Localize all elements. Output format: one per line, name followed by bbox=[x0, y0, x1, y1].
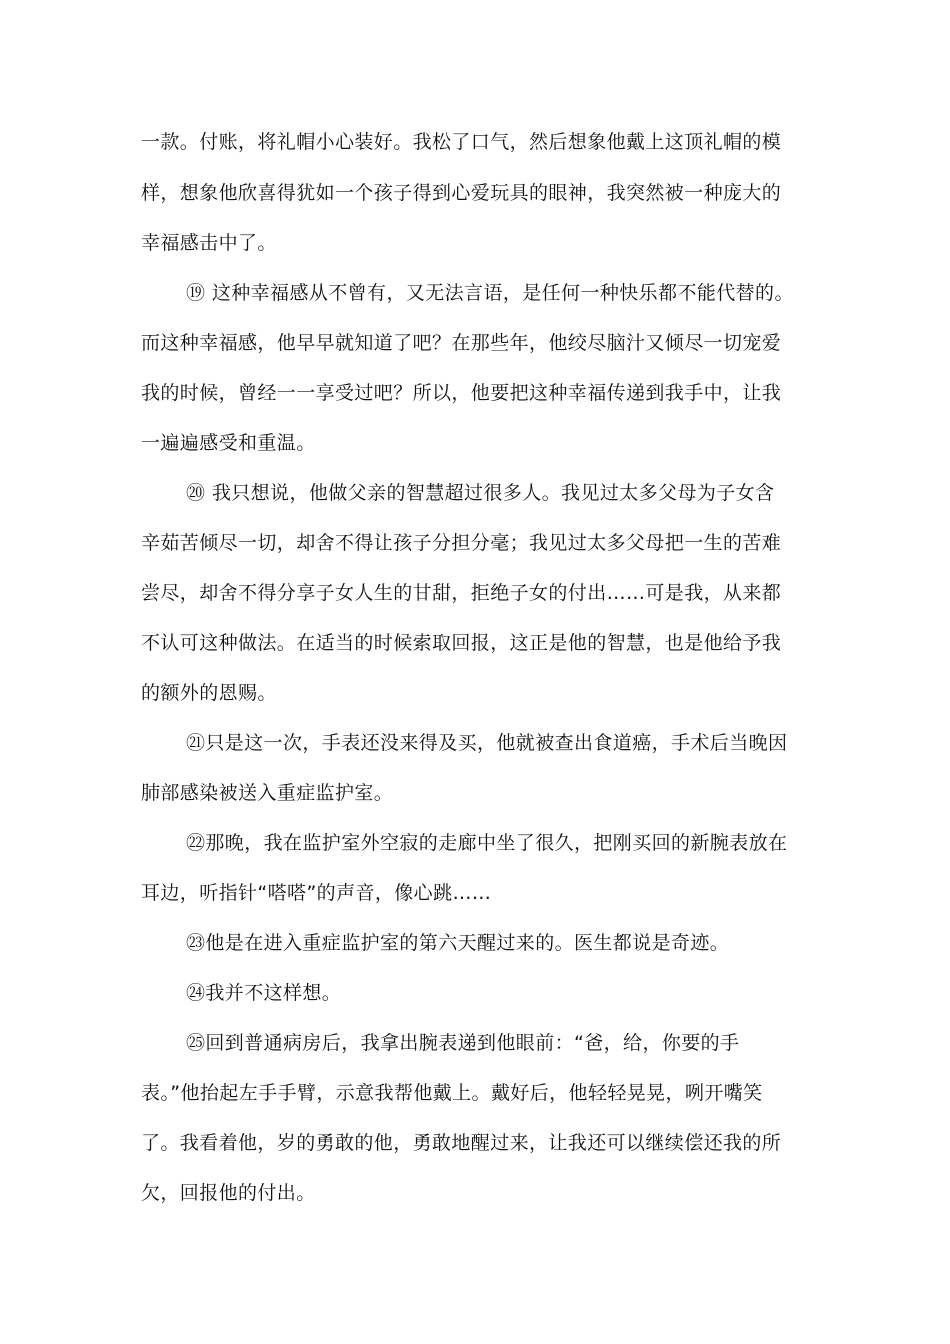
paragraph-22-start: ㉒那晚，我在监护室外空寂的走廊中坐了很久，把刚买回的新腕表放在 bbox=[186, 832, 788, 854]
text-line: 而这种幸福感，他早早就知道了吧？在那些年，他绞尽脑汁又倾尽一切宠爱 bbox=[141, 332, 782, 354]
text-line: 幸福感击中了。 bbox=[141, 232, 277, 254]
paragraph-19-start: ⑲ 这种幸福感从不曾有，又无法言语，是任何一种快乐都不能代替的。 bbox=[186, 282, 794, 304]
text-line: 样，想象他欣喜得犹如一个孩子得到心爱玩具的眼神，我突然被一种庞大的 bbox=[141, 182, 782, 204]
text-line: 辛茹苦倾尽一切，却舍不得让孩子分担分毫；我见过太多父母把一生的苦难 bbox=[141, 532, 782, 554]
paragraph-21-start: ㉑只是这一次，手表还没来得及买，他就被查出食道癌，手术后当晚因 bbox=[186, 732, 788, 754]
text-line: 不认可这种做法。在适当的时候索取回报，这正是他的智慧，也是他给予我 bbox=[141, 632, 782, 654]
paragraph-25-start: ㉕回到普通病房后，我拿出腕表递到他眼前：“爸，给，你要的手 bbox=[186, 1032, 740, 1054]
paragraph-23: ㉓他是在进入重症监护室的第六天醒过来的。医生都说是奇迹。 bbox=[186, 932, 730, 954]
text-line: 一款。付账，将礼帽小心装好。我松了口气，然后想象他戴上这顶礼帽的模 bbox=[141, 131, 782, 153]
text-line: 我的时候，曾经一一享受过吧？所以，他要把这种幸福传递到我手中，让我 bbox=[141, 382, 782, 404]
text-line: 肺部感染被送入重症监护室。 bbox=[141, 782, 394, 804]
text-line: 尝尽，却舍不得分享子女人生的甘甜，拒绝子女的付出……可是我，从来都 bbox=[141, 582, 782, 604]
paragraph-20-start: ⑳ 我只想说，他做父亲的智慧超过很多人。我见过太多父母为子女含 bbox=[186, 482, 775, 504]
text-line: 了。我看着他，岁的勇敢的他，勇敢地醒过来，让我还可以继续偿还我的所 bbox=[141, 1132, 782, 1154]
text-line: 表。”他抬起左手手臂，示意我帮他戴上。戴好后，他轻轻晃晃，咧开嘴笑 bbox=[141, 1082, 763, 1104]
text-line: 欠，回报他的付出。 bbox=[141, 1182, 316, 1204]
paragraph-24: ㉔我并不这样想。 bbox=[186, 982, 342, 1004]
text-line: 一遍遍感受和重温。 bbox=[141, 432, 316, 454]
text-line: 耳边，听指针“嗒嗒”的声音，像心跳…… bbox=[141, 882, 492, 904]
text-line: 的额外的恩赐。 bbox=[141, 682, 277, 704]
